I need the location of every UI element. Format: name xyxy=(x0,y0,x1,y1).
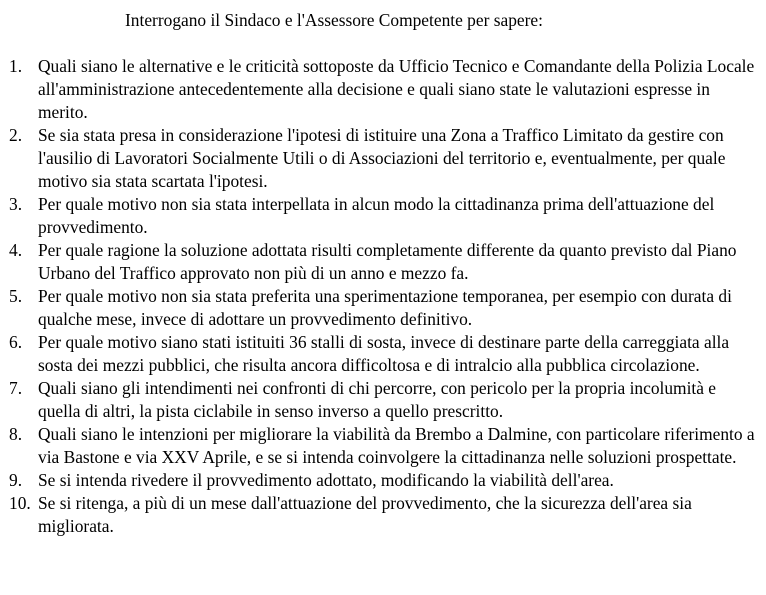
item-number: 5. xyxy=(9,286,23,306)
list-item xyxy=(0,492,760,538)
list-item xyxy=(0,331,760,377)
item-number: 1. xyxy=(9,56,23,76)
item-number: 4. xyxy=(9,240,23,260)
questions-list xyxy=(0,55,760,538)
item-text: Quali siano le intenzioni per migliorare la viabilità da Brembo a Dalmine, con particolare riferimento a via Bastone e via XXV Aprile, e se si intenda coinvolgere la cittadinanza nelle soluzioni prospettate. xyxy=(38,424,755,467)
item-number: 9. xyxy=(9,470,23,490)
item-text: Per quale motivo non sia stata preferita una sperimentazione temporanea, per esempio con durata di qualche mese, invece di adottare un provvedimento definitivo. xyxy=(38,286,732,329)
item-number: 3. xyxy=(9,194,23,214)
item-text: Per quale motivo non sia stata interpellata in alcun modo la cittadinanza prima dell'attuazione del provvedimento. xyxy=(38,194,715,237)
item-number: 8. xyxy=(9,424,23,444)
item-number: 10. xyxy=(9,493,31,513)
item-text: Per quale motivo siano stati istituiti 36 stalli di sosta, invece di destinare parte della carreggiata alla sosta dei mezzi pubblici, che risulta ancora difficoltosa e di intralcio alla pubblica circolazione. xyxy=(38,332,730,375)
list-item xyxy=(0,377,760,423)
item-text: Se si ritenga, a più di un mese dall'attuazione del provvedimento, che la sicurezza dell'area sia migliorata. xyxy=(38,493,692,536)
item-text: Per quale ragione la soluzione adottata risulti completamente differente da quanto previsto dal Piano Urbano del Traffico approvato non più di un anno e mezzo fa. xyxy=(38,240,737,283)
item-text: Quali siano le alternative e le criticità sottoposte da Ufficio Tecnico e Comandante della Polizia Locale all'amministrazione antecedentemente alla decisione e quali siano state le valutazioni espresse in merito. xyxy=(38,56,755,122)
item-number: 2. xyxy=(9,125,23,145)
document-heading: Interrogano il Sindaco e l'Assessore Competente per sapere: xyxy=(125,10,543,30)
item-text: Se sia stata presa in considerazione l'ipotesi di istituire una Zona a Traffico Limitato da gestire con l'ausilio di Lavoratori Socialmente Utili o di Associazioni del territorio e, eventualmente, per quale motivo sia stata scartata l'ipotesi. xyxy=(38,125,726,191)
list-item xyxy=(0,193,760,239)
list-item xyxy=(0,239,760,285)
item-text: Quali siano gli intendimenti nei confronti di chi percorre, con pericolo per la propria incolumità e quella di altri, la pista ciclabile in senso inverso a quello prescritto. xyxy=(38,378,717,421)
item-number: 7. xyxy=(9,378,23,398)
item-text: Se si intenda rivedere il provvedimento adottato, modificando la viabilità dell'area. xyxy=(38,470,614,490)
list-item xyxy=(0,124,760,193)
list-item xyxy=(0,285,760,331)
list-item xyxy=(0,55,760,124)
list-item xyxy=(0,423,760,469)
list-item xyxy=(0,469,760,492)
item-number: 6. xyxy=(9,332,23,352)
